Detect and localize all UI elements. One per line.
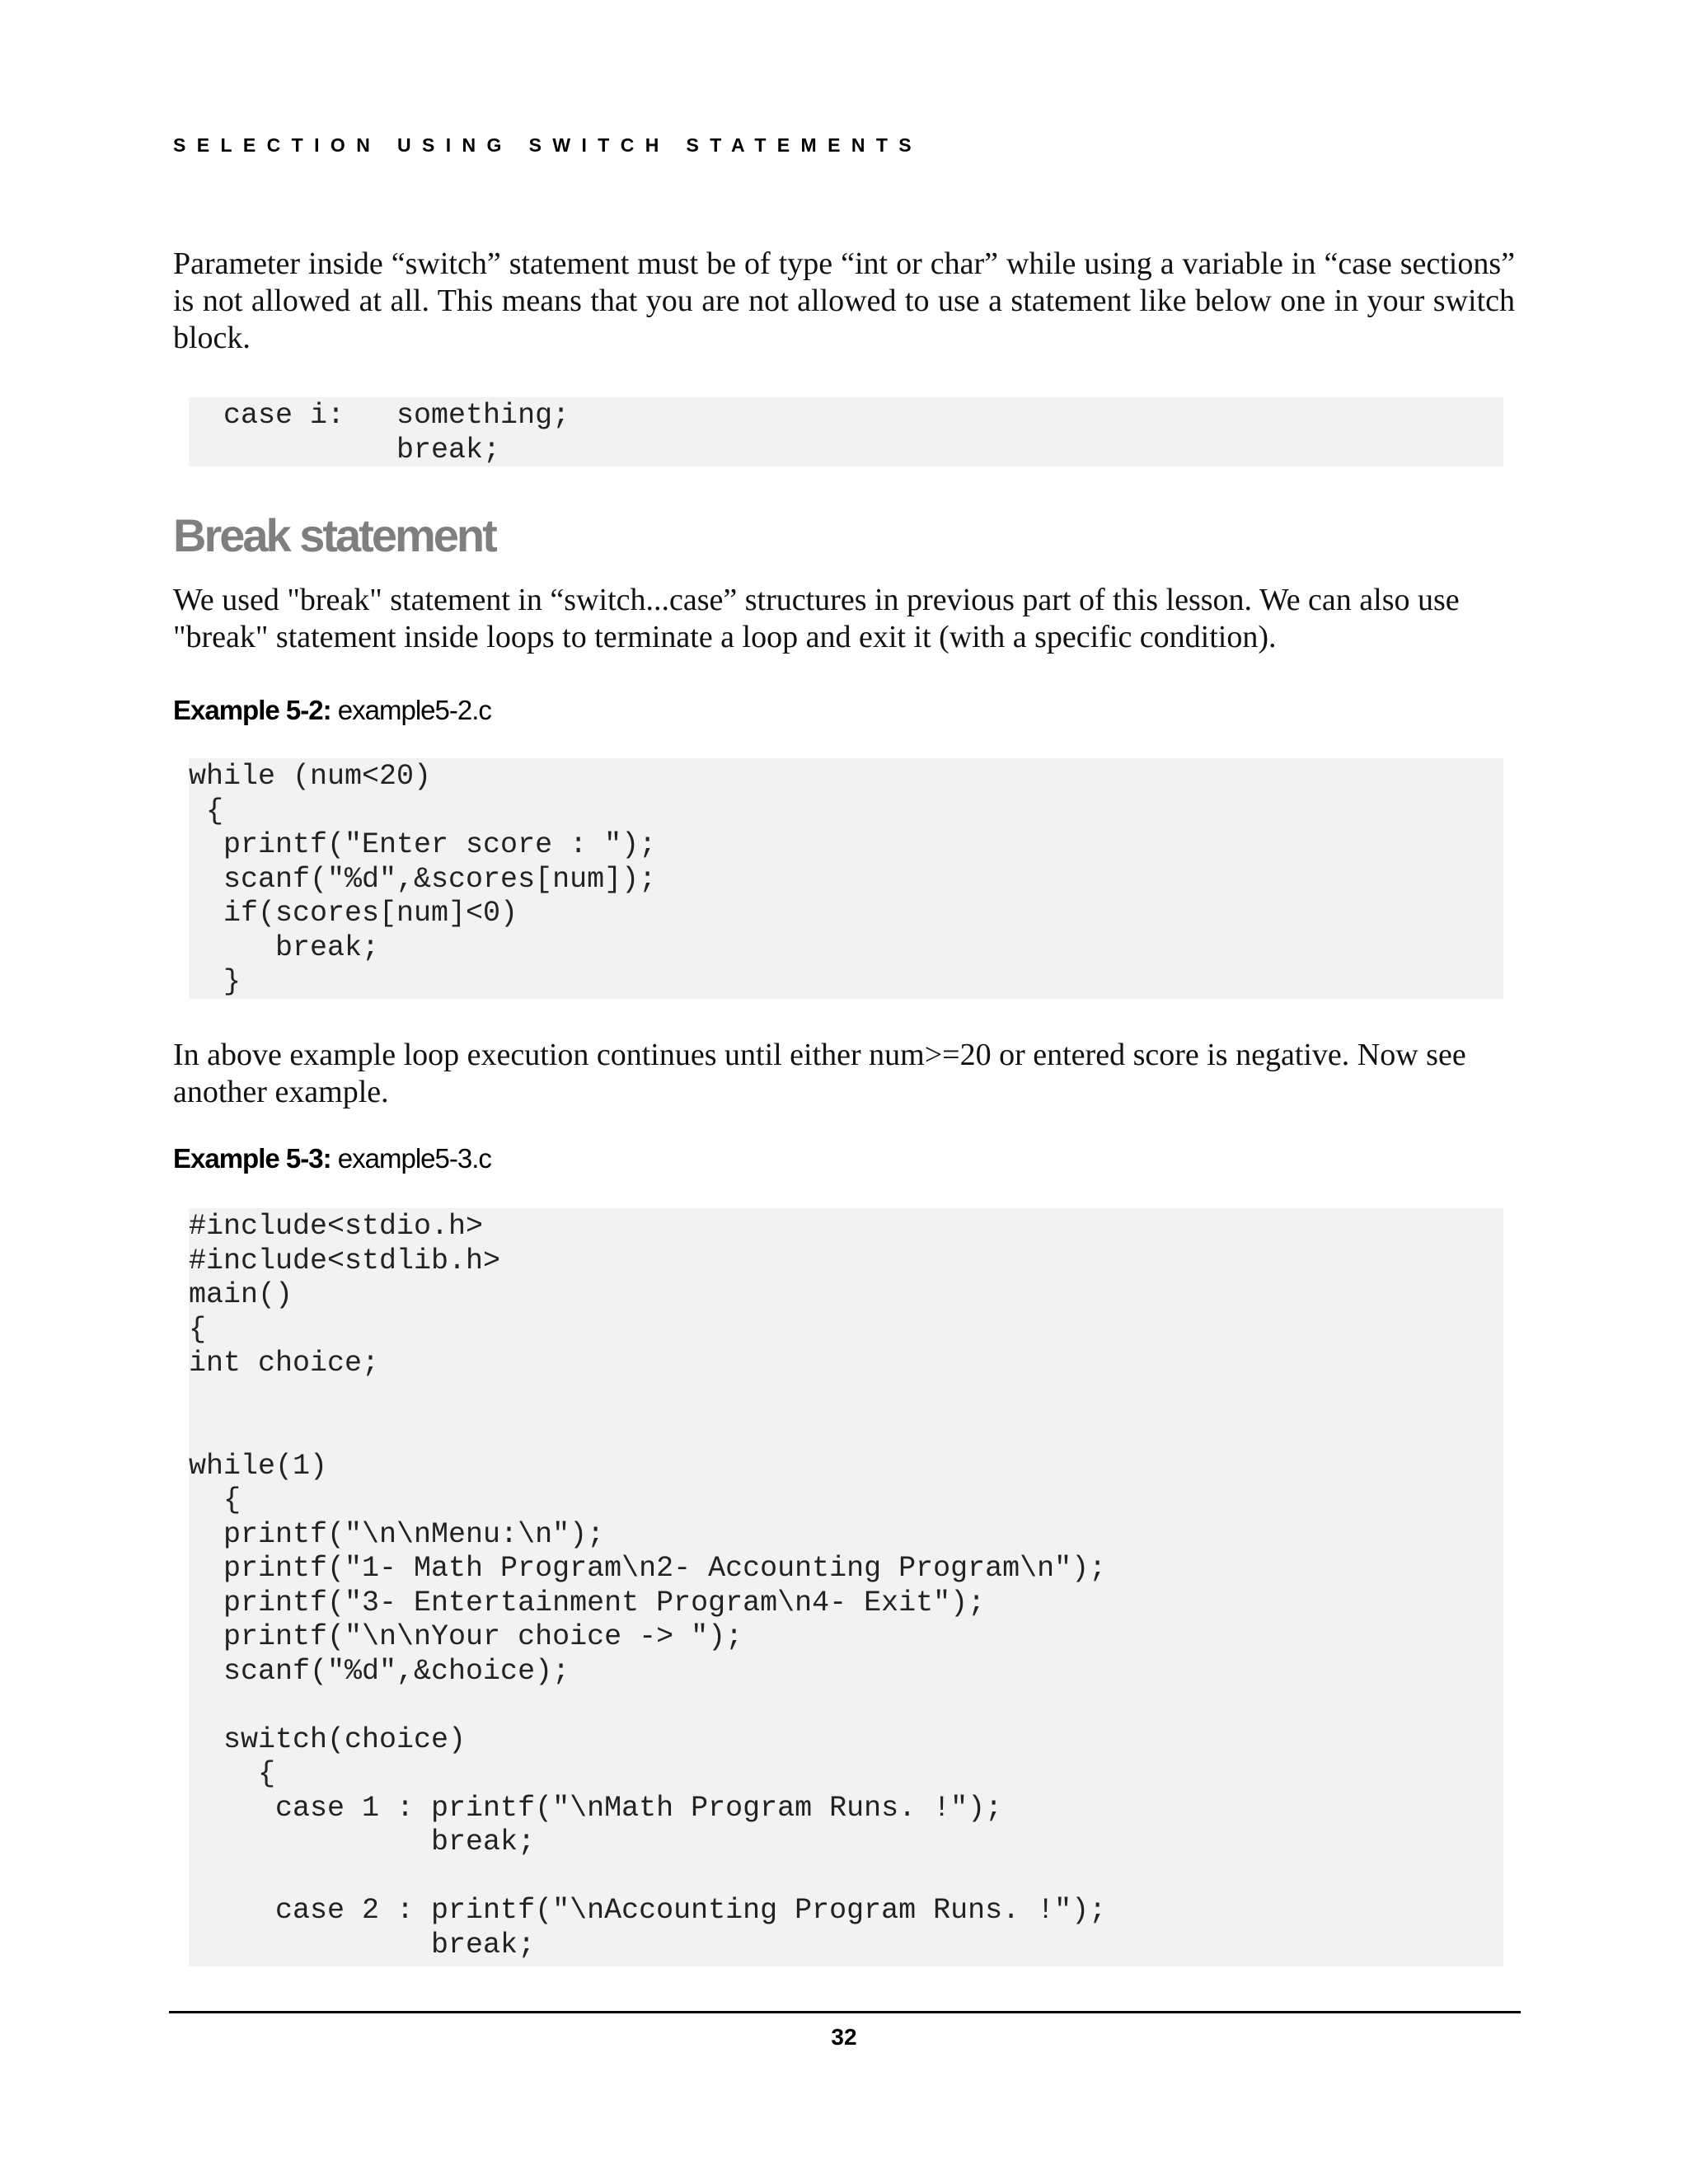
page-number: 32 — [831, 2024, 857, 2050]
code-line: { — [189, 794, 224, 827]
intro-paragraph: Parameter inside “switch” statement must be of type “int or char” while using a variable in “case sections” is not allowed at all. This means that you are not allowed to use a statement like below one in your switch block. — [173, 246, 1515, 355]
code-line: switch(choice) — [189, 1722, 467, 1756]
code-line: printf("\n\nYour choice -> "); — [189, 1620, 743, 1653]
code-line: case i: something; — [189, 399, 570, 432]
example-filename: example5-2.c — [337, 695, 491, 725]
code-line: printf("\n\nMenu:\n"); — [189, 1517, 605, 1551]
code-line — [189, 1860, 1106, 1895]
footer-rule — [169, 2011, 1521, 2013]
example-caption-5-3 — [173, 1142, 491, 1175]
code-line: #include<stdlib.h> — [189, 1244, 501, 1277]
code-line: printf("1- Math Program\n2- Accounting Program\n"); — [189, 1552, 1107, 1585]
code-line: scanf("%d",&choice); — [189, 1654, 570, 1688]
example-caption-5-2 — [173, 694, 491, 727]
code-line — [189, 1381, 1106, 1416]
code-block-invalid-case — [189, 397, 1503, 466]
example-filename: example5-3.c — [337, 1143, 491, 1174]
code-line — [189, 1689, 1106, 1723]
code-line: #include<stdio.h> — [189, 1210, 484, 1243]
code-line: printf("3- Entertainment Program\n4- Exit"); — [189, 1586, 986, 1619]
code-line: break; — [189, 1825, 536, 1858]
running-header: SELECTION USING SWITCH STATEMENTS — [173, 134, 923, 156]
code-block-example-5-2 — [189, 758, 1503, 999]
code-block-example-5-3 — [189, 1208, 1503, 1966]
after-example-paragraph: In above example loop execution continues until either num>=20 or entered score is negative. Now see another example. — [173, 1038, 1466, 1109]
code-line: break; — [189, 433, 501, 466]
code-line: case 2 : printf("\nAccounting Program Runs. !"); — [189, 1894, 1107, 1927]
code-line: { — [189, 1757, 276, 1790]
code-line: break; — [189, 930, 380, 964]
code-line: while (num<20) — [189, 760, 432, 793]
code-line: int choice; — [189, 1347, 380, 1380]
code-line: { — [189, 1312, 207, 1346]
code-line: main() — [189, 1278, 293, 1311]
code-line: if(scores[num]<0) — [189, 897, 518, 930]
code-line: case 1 : printf("\nMath Program Runs. !"); — [189, 1791, 1003, 1825]
code-line: printf("Enter score : "); — [189, 828, 657, 861]
code-line: { — [189, 1483, 241, 1516]
example-label: Example 5-2: — [173, 695, 331, 725]
code-line — [189, 1415, 1106, 1450]
code-line: break; — [189, 1928, 536, 1961]
section-heading-break-statement: Break statement — [173, 509, 495, 561]
break-paragraph: We used "break" statement in “switch...case” structures in previous part of this lesson. We can also use "break" statement inside loops to terminate a loop and exit it (with a specific condition). — [173, 583, 1460, 654]
example-label: Example 5-3: — [173, 1143, 331, 1174]
code-line: } — [189, 965, 241, 998]
code-line: while(1) — [189, 1449, 328, 1483]
code-line: scanf("%d",&scores[num]); — [189, 862, 657, 896]
